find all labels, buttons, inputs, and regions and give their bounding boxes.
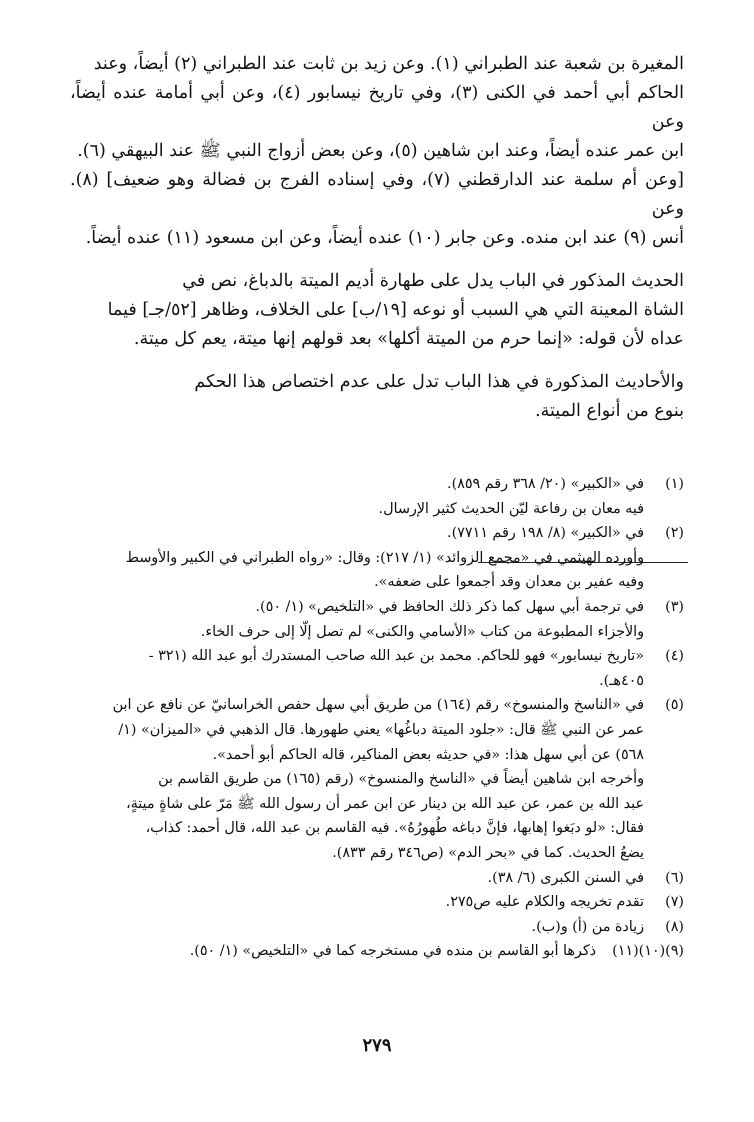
footnote-text (70, 866, 644, 891)
footnote-number: (٦) (665, 869, 684, 886)
footnote-text (70, 644, 644, 693)
footnote-number: (٢) (665, 525, 684, 542)
footnote-line: وفيه عفير بن معدان وقد أجمعوا على ضعفه». (374, 574, 644, 591)
body-paragraph-1 (70, 50, 684, 253)
footnote (70, 915, 684, 940)
footnote-line: ٤٠٥هـ). (599, 672, 644, 689)
footnote-line: «تاريخ نيسابور» فهو للحاكم. محمد بن عبد الله صاحب المستدرك أبو عبد الله (٣٢١ - (148, 648, 644, 665)
text-line: [وعن أم سلمة عند الدارقطني (٧)، وفي إسناده الفرج بن فضالة وهو ضعيف] (٨). وعن (70, 170, 684, 219)
footnote-number: (١) (665, 476, 684, 492)
footnote-line: فقال: «لو دبَغوا إهابها، فإنَّ دباغه طُهورُهُ». فيه القاسم بن عبد الله، قال أحمد: كذاب، (145, 820, 644, 837)
text-line: الشاة المعينة التي هي السبب أو نوعه [١٩/ب] على الخلاف، وظاهر [٥٢/جـ] فيما (107, 300, 684, 320)
footnote-number: (٩)(١٠)(١١) (612, 943, 684, 960)
footnote-line: عبد الله بن عمر، عن عبد الله بن دينار عن ابن عمر أن رسول الله ﷺ مَرّ على شاةٍ ميتةٍ، (125, 795, 644, 812)
footnote (70, 693, 684, 865)
text-line: والأحاديث المذكورة في هذا الباب تدل على عدم اختصاص هذا الحكم (194, 372, 684, 392)
footnote-line: تقدم تخريجه والكلام عليه ص٢٧٥. (445, 894, 644, 911)
footnote-text (70, 693, 644, 865)
footnote-number: (٥) (665, 697, 684, 714)
text-line: الحاكم أبي أحمد في الكنى (٣)، وفي تاريخ نيسابور (٤)، وعن أبي أمامة عنده أيضاً، وعن (70, 83, 684, 132)
footnote (70, 866, 684, 891)
text-line: عداه لأن قوله: «إنما حرم من الميتة أكلها» بعد قولهم إنها ميتة، يعم كل ميتة. (133, 329, 684, 349)
footnote-number: (٤) (665, 648, 684, 665)
body-paragraph-2 (70, 267, 684, 354)
footnote-line: عمر عن النبي ﷺ قال: «جلود الميتة دباغُها» يعني طهورها. قال الذهبي في «الميزان» (١/ (118, 721, 644, 738)
footnote-number: (٣) (665, 598, 684, 615)
footnote-line: والأجزاء المطبوعة من كتاب «الأسامي والكنى» لم تصل إلّا إلى حرف الخاء. (200, 623, 644, 640)
text-line: بنوع من أنواع الميتة. (535, 401, 684, 421)
footnote-line: يضعُ الحديث. كما في «بحر الدم» (ص٣٤٦ رقم ٨٣٣). (332, 844, 644, 861)
footnote-line: وأورده الهيثمي في «مجمع الزوائد» (١/ ٢١٧): وقال: «رواه الطبراني في الكبير والأوسط (125, 549, 644, 566)
footnote-line: في «الكبير» (٨/ ١٩٨ رقم ٧٧١١). (447, 525, 644, 542)
footnote-text (70, 915, 644, 940)
text-line: ابن عمر عنده أيضاً، وعند ابن شاهين (٥)، وعن بعض أزواج النبي ﷺ عند البيهقي (٦). (77, 141, 684, 161)
footnote-line: في «الناسخ والمنسوخ» رقم (١٦٤) من طريق أبي سهل حفص الخراسانيّ عن نافع عن ابن (112, 697, 644, 714)
footnote-text (70, 939, 596, 964)
footnote-text (70, 521, 644, 595)
footnote-line: ٥٦٨) عن أبي سهل هذا: «في حديثه بعض المناكير، قاله الحاكم أبو أحمد». (212, 746, 644, 763)
text-line: أنس (٩) عند ابن منده. وعن جابر (١٠) عنده أيضاً، وعن ابن مسعود (١١) عنده أيضاً. (85, 228, 684, 248)
footnotes (70, 472, 684, 964)
footnote (70, 595, 684, 644)
footnote-text (70, 890, 644, 915)
footnote-text (70, 595, 644, 644)
text-line: المغيرة بن شعبة عند الطبراني (١). وعن زيد بن ثابت عند الطبراني (٢) أيضاً، وعند (93, 54, 684, 74)
footnote-number: (٧) (665, 894, 684, 911)
footnote-line: زيادة من (أ) و(ب). (531, 918, 644, 935)
footnote-line: في «الكبير» (٢٠/ ٣٦٨ رقم ٨٥٩). (447, 476, 644, 492)
footnote-text (70, 472, 644, 521)
footnote-line: ذكرها أبو القاسم بن منده في مستخرجه كما في «التلخيص» (١/ ٥٠). (189, 943, 596, 960)
page-number: ٢٧٩ (362, 1035, 392, 1056)
footnote (70, 472, 684, 521)
footnote-line: فيه معان بن رفاعة ليّن الحديث كثير الإرسال. (378, 500, 644, 517)
footnote-number: (٨) (665, 918, 684, 935)
footnote (70, 521, 684, 595)
text-line: الحديث المذكور في الباب يدل على طهارة أديم الميتة بالدباغ، نص في (182, 271, 684, 291)
footnote-line: وأخرجه ابن شاهين أيضاً في «الناسخ والمنسوخ» (رقم (١٦٥) من طريق القاسم بن (158, 771, 644, 788)
footnote (70, 644, 684, 693)
footnote (70, 890, 684, 915)
footnote (70, 939, 684, 964)
footnote-line: في ترجمة أبي سهل كما ذكر ذلك الحافظ في «التلخيص» (١/ ٥٠). (255, 598, 644, 615)
footnote-line: في السنن الكبرى (٦/ ٣٨). (487, 869, 644, 886)
body-paragraph-3 (70, 368, 684, 426)
